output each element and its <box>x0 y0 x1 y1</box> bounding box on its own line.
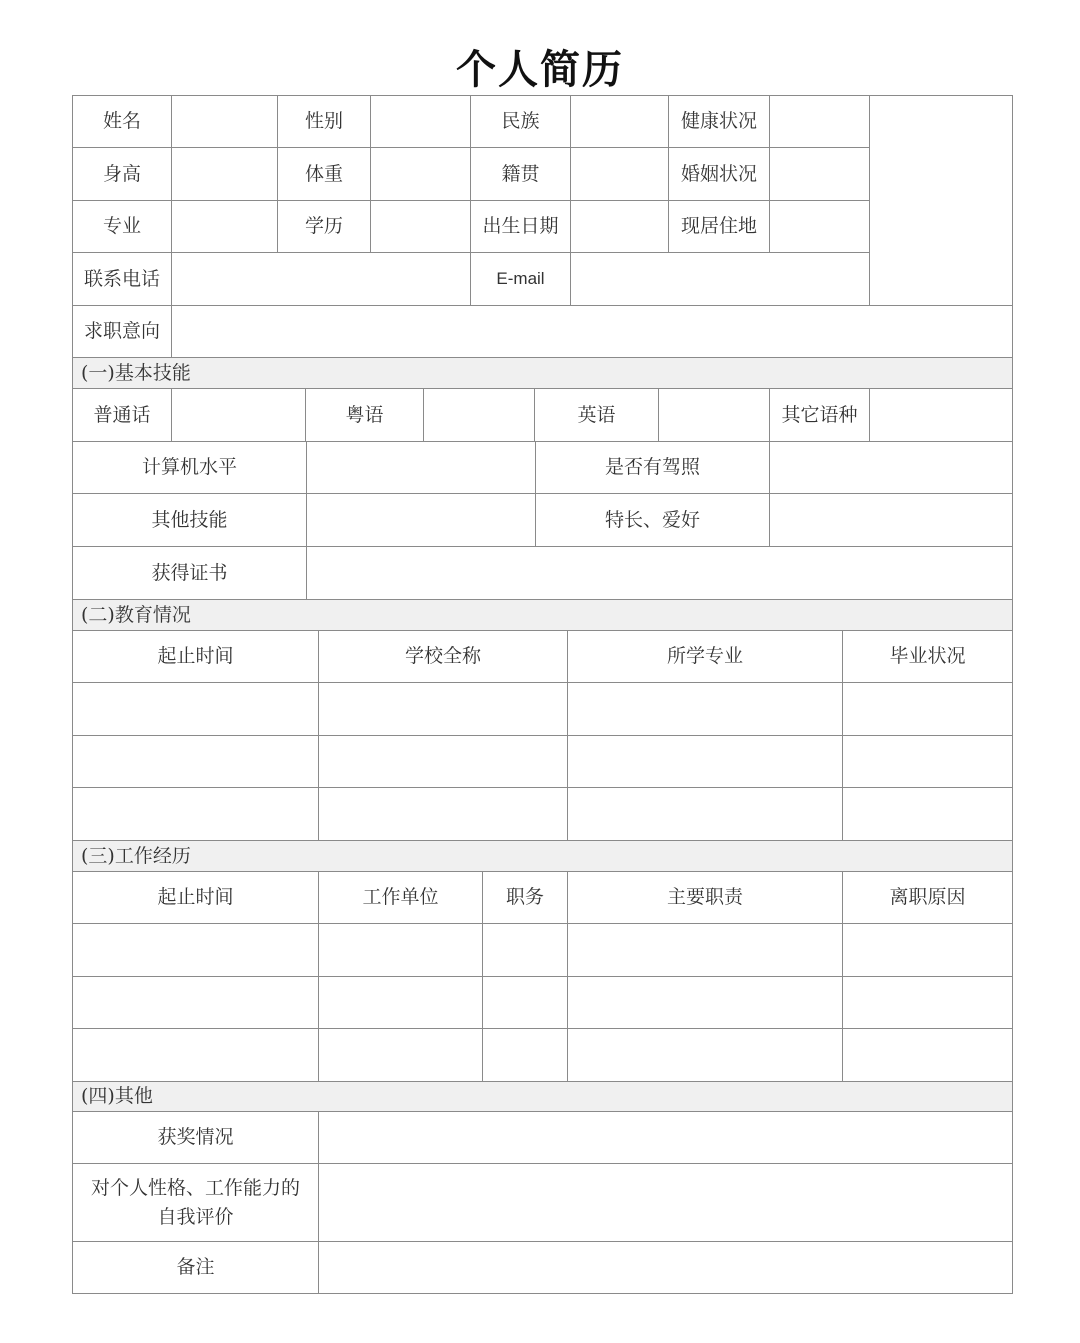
work-cell[interactable] <box>842 1028 1013 1082</box>
work-cell[interactable] <box>482 976 568 1029</box>
field-health[interactable] <box>769 95 870 148</box>
section-work-heading: (三)工作经历 <box>72 840 1013 872</box>
edu-cell[interactable] <box>842 735 1013 788</box>
label-phone: 联系电话 <box>72 252 172 306</box>
field-awards[interactable] <box>318 1111 1013 1164</box>
work-cell[interactable] <box>72 923 319 977</box>
label-residence: 现居住地 <box>668 200 770 253</box>
label-job-intention: 求职意向 <box>72 305 172 358</box>
label-self-evaluation: 对个人性格、工作能力的自我评价 <box>72 1163 319 1242</box>
work-cell[interactable] <box>567 923 843 977</box>
label-native-place: 籍贯 <box>470 147 571 201</box>
label-other-skills: 其他技能 <box>72 493 307 547</box>
field-self-evaluation[interactable] <box>318 1163 1013 1242</box>
work-cell[interactable] <box>72 1028 319 1082</box>
field-certificates[interactable] <box>306 546 1013 600</box>
field-residence[interactable] <box>769 200 870 253</box>
edu-cell[interactable] <box>318 787 568 841</box>
work-cell[interactable] <box>72 976 319 1029</box>
field-name[interactable] <box>171 95 278 148</box>
edu-col-major: 所学专业 <box>567 630 843 683</box>
label-driver-license: 是否有驾照 <box>535 441 770 494</box>
field-computer[interactable] <box>306 441 536 494</box>
label-gender: 性别 <box>277 95 371 148</box>
label-degree: 学历 <box>277 200 371 253</box>
field-native-place[interactable] <box>570 147 669 201</box>
label-ethnicity: 民族 <box>470 95 571 148</box>
resume-form <box>73 96 1013 1294</box>
work-cell[interactable] <box>567 1028 843 1082</box>
label-hobbies: 特长、爱好 <box>535 493 770 547</box>
work-cell[interactable] <box>482 923 568 977</box>
work-cell[interactable] <box>318 1028 483 1082</box>
work-cell[interactable] <box>842 976 1013 1029</box>
work-col-leave-reason: 离职原因 <box>842 871 1013 924</box>
edu-col-school: 学校全称 <box>318 630 568 683</box>
field-mandarin[interactable] <box>171 388 306 442</box>
label-height: 身高 <box>72 147 172 201</box>
edu-cell[interactable] <box>318 735 568 788</box>
field-cantonese[interactable] <box>423 388 535 442</box>
field-other-skills[interactable] <box>306 493 536 547</box>
label-english: 英语 <box>534 388 659 442</box>
work-cell[interactable] <box>842 923 1013 977</box>
field-height[interactable] <box>171 147 278 201</box>
edu-cell[interactable] <box>567 787 843 841</box>
edu-col-period: 起止时间 <box>72 630 319 683</box>
edu-col-graduation: 毕业状况 <box>842 630 1013 683</box>
field-degree[interactable] <box>370 200 471 253</box>
edu-cell[interactable] <box>72 735 319 788</box>
field-major[interactable] <box>171 200 278 253</box>
work-col-position: 职务 <box>482 871 568 924</box>
field-job-intention[interactable] <box>171 305 1013 358</box>
field-phone[interactable] <box>171 252 471 306</box>
section-skills-heading: (一)基本技能 <box>72 357 1013 389</box>
label-certificates: 获得证书 <box>72 546 307 600</box>
field-remarks[interactable] <box>318 1241 1013 1294</box>
field-weight[interactable] <box>370 147 471 201</box>
edu-cell[interactable] <box>72 682 319 736</box>
edu-cell[interactable] <box>72 787 319 841</box>
field-hobbies[interactable] <box>769 493 1013 547</box>
edu-cell[interactable] <box>842 682 1013 736</box>
edu-cell[interactable] <box>842 787 1013 841</box>
field-english[interactable] <box>658 388 770 442</box>
work-col-duties: 主要职责 <box>567 871 843 924</box>
label-major: 专业 <box>72 200 172 253</box>
field-gender[interactable] <box>370 95 471 148</box>
section-education-heading: (二)教育情况 <box>72 599 1013 631</box>
section-other-heading: (四)其他 <box>72 1081 1013 1112</box>
field-birth-date[interactable] <box>570 200 669 253</box>
work-col-employer: 工作单位 <box>318 871 483 924</box>
label-email: E-mail <box>470 252 571 306</box>
work-cell[interactable] <box>482 1028 568 1082</box>
label-computer: 计算机水平 <box>72 441 307 494</box>
label-cantonese: 粤语 <box>305 388 424 442</box>
field-marital[interactable] <box>769 147 870 201</box>
label-awards: 获奖情况 <box>72 1111 319 1164</box>
label-birth-date: 出生日期 <box>470 200 571 253</box>
label-other-language: 其它语种 <box>769 388 870 442</box>
label-mandarin: 普通话 <box>72 388 172 442</box>
edu-cell[interactable] <box>567 735 843 788</box>
field-email[interactable] <box>570 252 870 306</box>
photo-box[interactable] <box>869 95 1013 306</box>
work-cell[interactable] <box>318 976 483 1029</box>
field-ethnicity[interactable] <box>570 95 669 148</box>
label-name: 姓名 <box>72 95 172 148</box>
field-other-language[interactable] <box>869 388 1013 442</box>
label-remarks: 备注 <box>72 1241 319 1294</box>
work-cell[interactable] <box>318 923 483 977</box>
page-title: 个人简历 <box>456 46 624 93</box>
label-marital: 婚姻状况 <box>668 147 770 201</box>
work-cell[interactable] <box>567 976 843 1029</box>
work-col-period: 起止时间 <box>72 871 319 924</box>
field-driver-license[interactable] <box>769 441 1013 494</box>
edu-cell[interactable] <box>567 682 843 736</box>
label-weight: 体重 <box>277 147 371 201</box>
label-health: 健康状况 <box>668 95 770 148</box>
edu-cell[interactable] <box>318 682 568 736</box>
